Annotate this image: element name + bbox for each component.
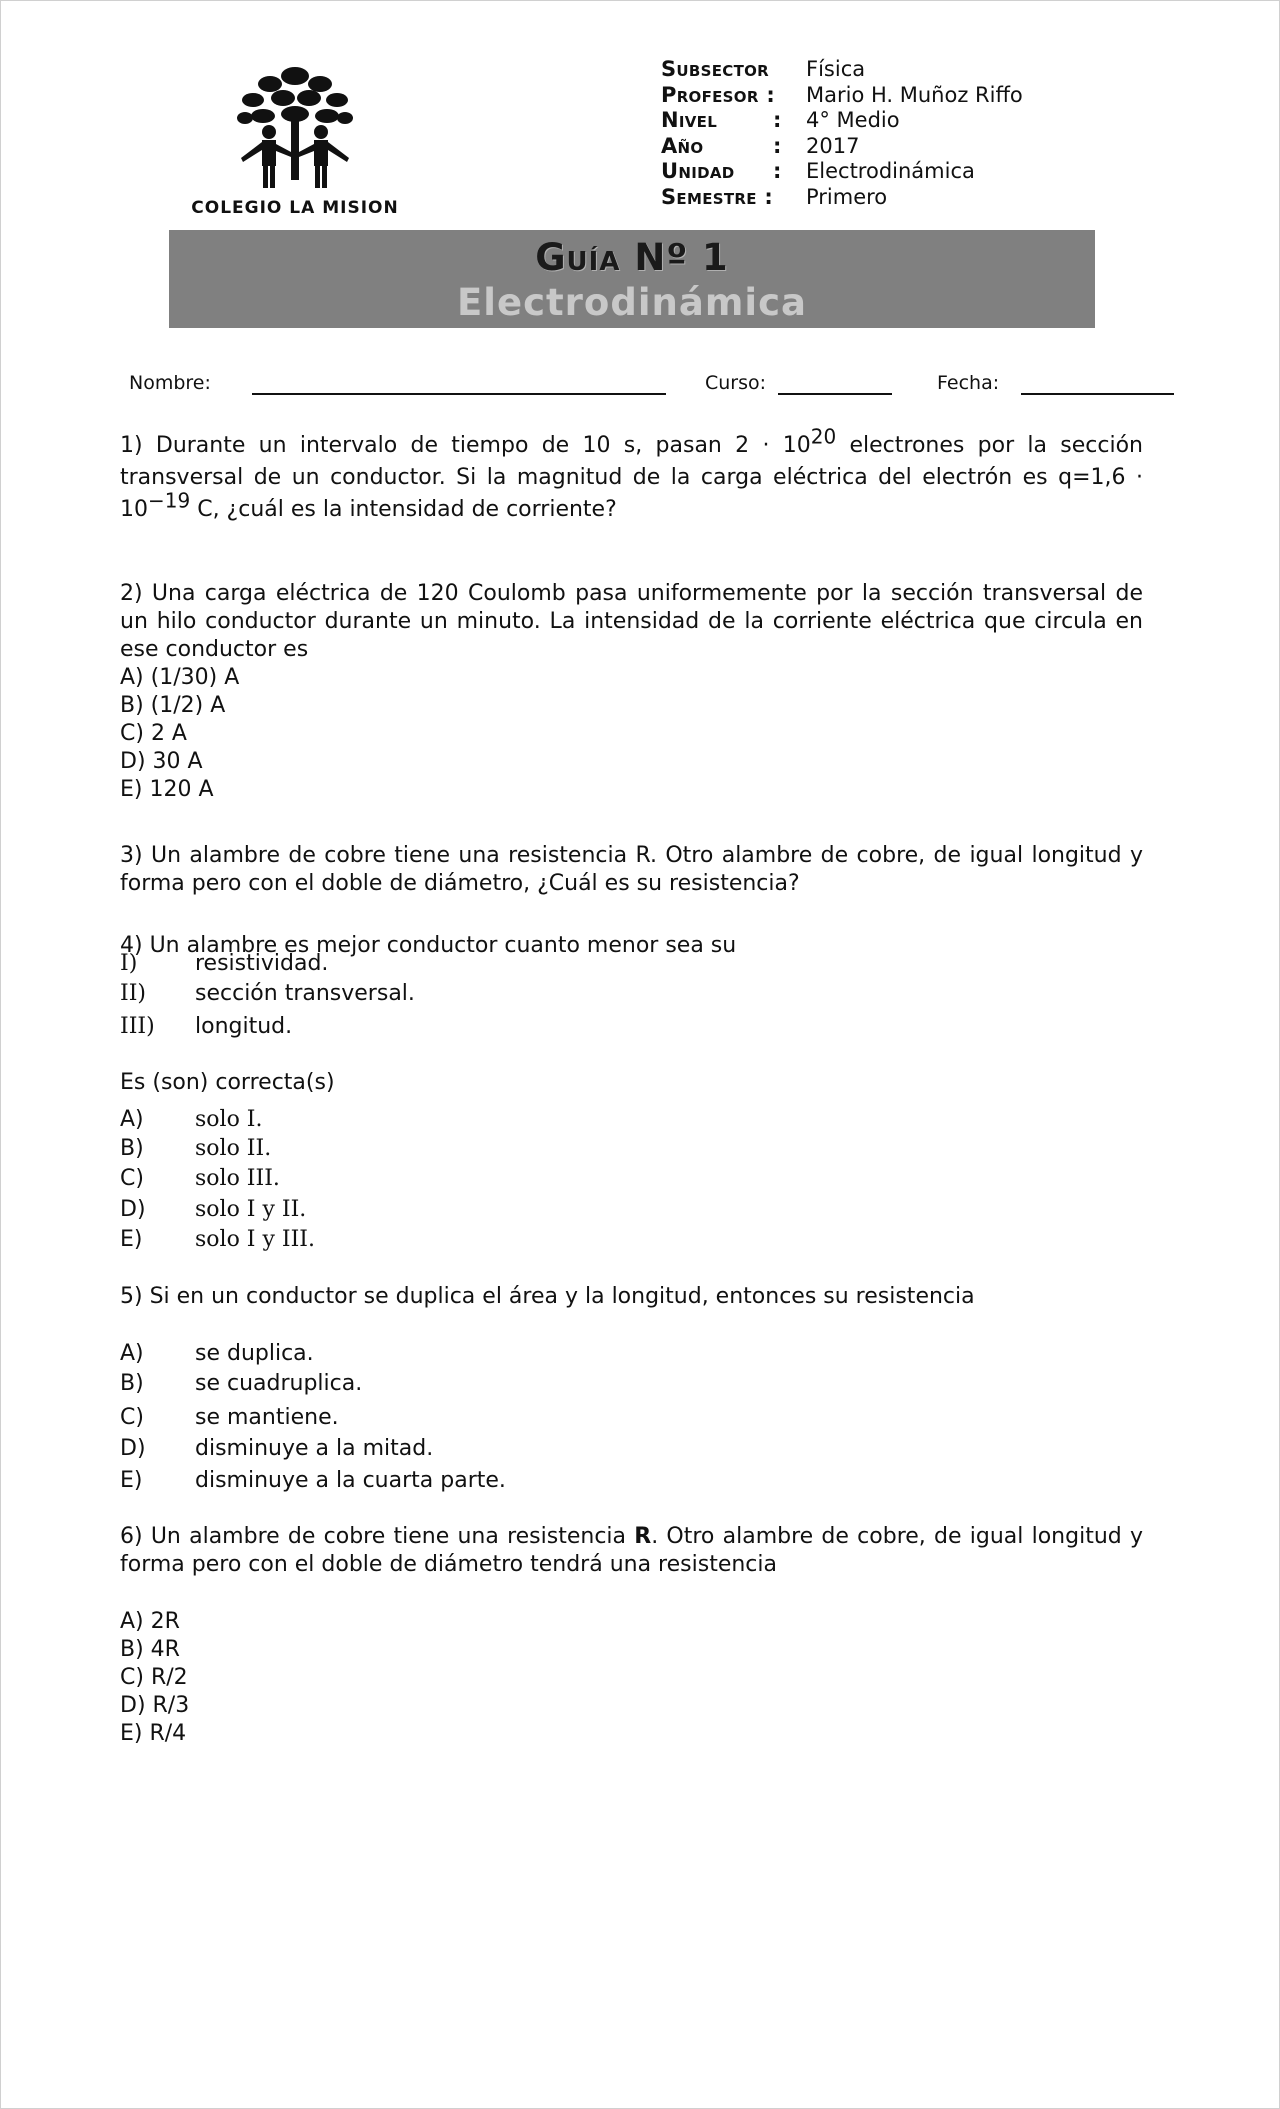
question-1: 1) Durante un intervalo de tiempo de 10 s, pasan $2 \cdot 10^{20}$ electrones por la sección transversal de un conductor. Si la magnitud de la carga eléctrica del electrón es $q=1,6 \cdot 10^{-19}$ C, ¿cuál es la intensidad de corriente? [120,424,1143,522]
q4-statement-2: II) sección transversal. [120,981,415,1006]
info-value: Primero [806,184,888,209]
question-2: 2) Una carga eléctrica de 120 Coulomb pasa uniformemente por la sección transversal de un hilo conductor durante un minuto. La intensidad de la corriente eléctrica que circula en ese conductor es [120,581,1143,662]
guide-title: Guía Nº 1 [535,236,729,279]
q5-option-d: D) disminuye a la mitad. [120,1436,434,1461]
info-row-semestre [661,185,1023,211]
info-row-subsector [661,57,1023,83]
q2-option-a: A) (1/30) A [120,665,240,690]
info-value: 4° Medio [806,108,900,132]
date-field[interactable] [1021,393,1174,395]
q4-statement-1: I) resistividad. [120,951,329,976]
info-row-ano [661,134,1023,160]
info-row-unidad [661,159,1023,185]
question-3: 3) Un alambre de cobre tiene una resistencia R. Otro alambre de cobre, de igual longitud y forma pero con el doble de diámetro, ¿Cuál es su resistencia? [120,843,1143,896]
q5-option-c: C) se mantiene. [120,1405,339,1430]
guide-banner [169,230,1095,328]
q6-option-c: C) R/2 [120,1665,188,1690]
info-row-nivel [661,108,1023,134]
info-value: Mario H. Muñoz Riffo [806,82,1023,107]
guide-subtitle: Electrodinámica [457,281,807,324]
course-info [661,57,1023,210]
q2-option-e: E) 120 A [120,777,214,802]
q2-option-b: B) (1/2) A [120,693,226,718]
name-label: Nombre: [129,372,211,394]
school-name: COLEGIO LA MISION [191,198,399,218]
school-logo [170,58,420,223]
q6-option-a: A) 2R [120,1609,180,1634]
info-value: Física [806,57,866,81]
info-row-profesor [661,83,1023,109]
q4-option-d: D) solo I y II. [120,1197,307,1222]
course-field[interactable] [778,393,892,395]
info-label: Unidad : [661,159,782,183]
q4-statement-3: III) longitud. [120,1014,293,1039]
q6-option-d: D) R/3 [120,1693,190,1718]
q2-option-d: D) 30 A [120,749,203,774]
info-label: Subsector [661,57,770,81]
q2-option-c: C) 2 A [120,721,187,746]
name-field[interactable] [252,393,666,395]
info-value: Electrodinámica [806,159,975,183]
question-4: 4) Un alambre es mejor conductor cuanto menor sea su [120,933,737,958]
date-label: Fecha: [937,372,1000,394]
q4-option-b: B) solo II. [120,1136,272,1161]
info-label: Profesor : [661,82,776,107]
q4-option-a: A) solo I. [120,1107,263,1132]
q4-option-e: E) solo I y III. [120,1227,315,1252]
info-label: Semestre : [661,184,774,209]
q6-option-b: B) 4R [120,1637,180,1662]
q5-option-e: E) disminuye a la cuarta parte. [120,1468,506,1493]
question-5: 5) Si en un conductor se duplica el área y la longitud, entonces su resistencia [120,1284,975,1309]
q5-option-a: A) se duplica. [120,1341,314,1366]
tree-family-icon [225,58,365,193]
q4-option-c: C) solo III. [120,1166,280,1191]
question-6: 6) Un alambre de cobre tiene una resistencia R. Otro alambre de cobre, de igual longitud y forma pero con el doble de diámetro tendrá una resistencia [120,1524,1143,1577]
info-label: Nivel : [661,108,782,132]
q4-prompt: Es (son) correcta(s) [120,1070,335,1095]
q5-option-b: B) se cuadruplica. [120,1371,363,1396]
info-label: Año : [661,133,782,158]
q6-option-e: E) R/4 [120,1721,187,1746]
course-label: Curso: [705,372,767,394]
info-value: 2017 [806,133,860,158]
